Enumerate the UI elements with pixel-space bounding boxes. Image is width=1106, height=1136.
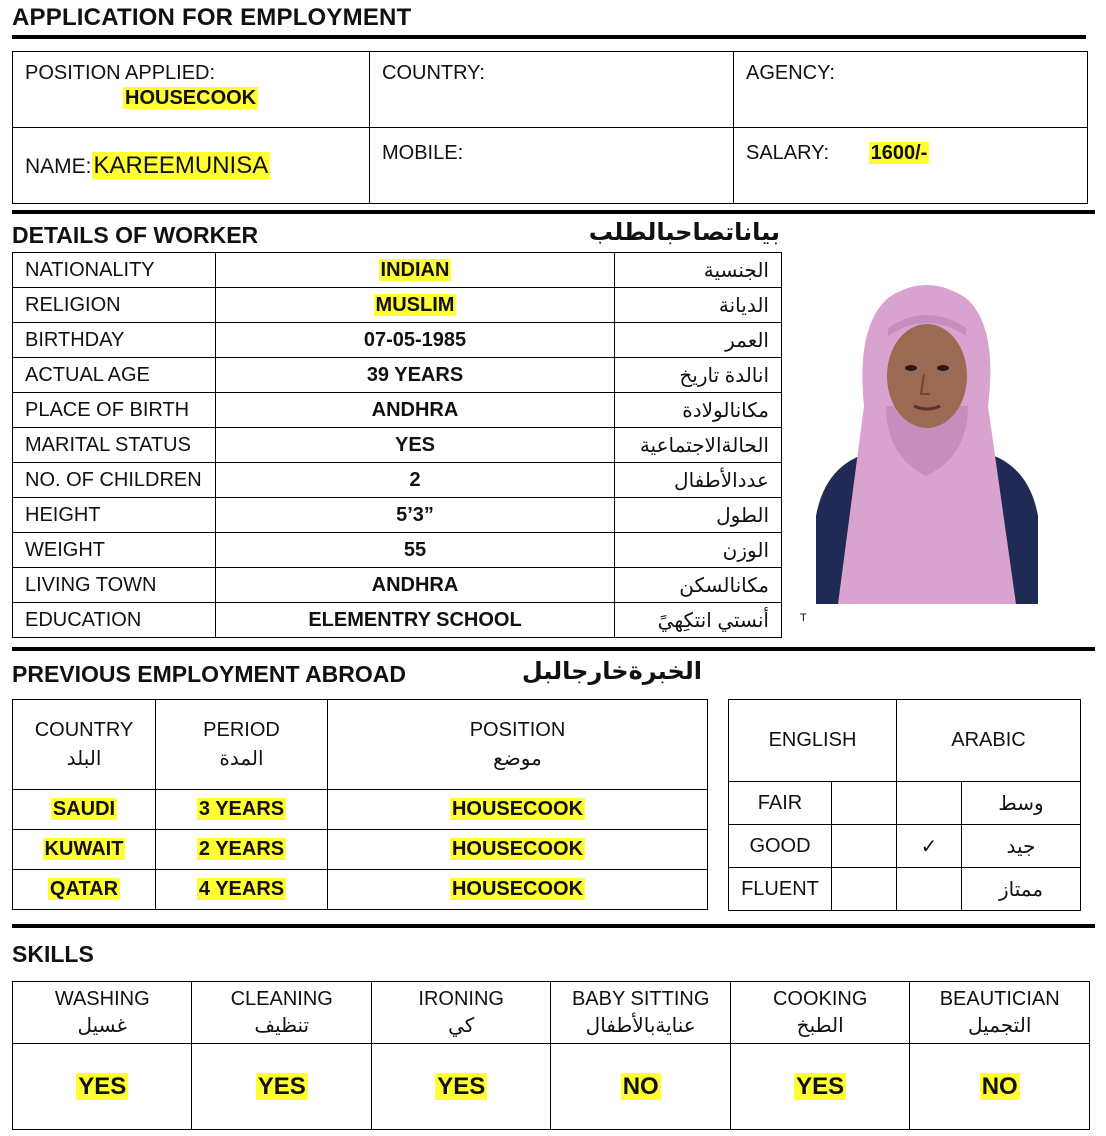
details-row: [13, 463, 782, 498]
country-cell: [370, 52, 734, 128]
language-arabic: جيد: [962, 825, 1081, 868]
employment-title-arabic: الخبرةخارجالبل: [521, 658, 702, 685]
skill-value: [192, 1044, 371, 1130]
detail-value: [216, 253, 615, 288]
skill-name-arabic: كي: [448, 1015, 475, 1037]
details-title: DETAILS OF WORKER: [12, 222, 259, 248]
skill-value-text: YES: [796, 1072, 845, 1100]
applicant-photo: [816, 266, 1038, 604]
header-period: PERIOD المدة: [156, 700, 328, 790]
detail-label: RELIGION: [13, 288, 216, 323]
country-label: COUNTRY:: [382, 62, 485, 84]
skill-name-arabic: الطبخ: [796, 1015, 844, 1037]
header-country: COUNTRY البلد: [13, 700, 156, 790]
employment-rule: [12, 924, 1095, 928]
employment-period-text: 3 YEARS: [198, 798, 285, 820]
arabic-mark: [897, 868, 962, 911]
employment-position: [328, 790, 708, 830]
detail-value: [216, 498, 615, 533]
detail-arabic: الوزن: [615, 533, 782, 568]
detail-value-text: MUSLIM: [375, 293, 455, 316]
detail-arabic: مكانالسكن: [615, 568, 782, 603]
details-table: [12, 252, 782, 638]
skill-value-text: NO: [622, 1072, 659, 1100]
details-row: [13, 358, 782, 393]
detail-label: HEIGHT: [13, 498, 216, 533]
skill-value: [371, 1044, 550, 1130]
employment-country: [13, 830, 156, 870]
employment-title: PREVIOUS EMPLOYMENT ABROAD: [12, 661, 407, 687]
detail-label: NO. OF CHILDREN: [13, 463, 216, 498]
language-table: [728, 699, 1081, 911]
detail-value-text: 5’3”: [396, 503, 434, 526]
detail-arabic: أنستي انتكِهيً: [615, 603, 782, 638]
detail-value: [216, 603, 615, 638]
detail-value-text: ANDHRA: [371, 398, 459, 421]
skill-value-text: YES: [78, 1072, 127, 1100]
header-position: POSITION موضع: [328, 700, 708, 790]
employment-country-text: SAUDI: [52, 798, 116, 820]
language-level: GOOD: [729, 825, 832, 868]
skill-name: COOKING: [772, 988, 868, 1010]
side-mark: T: [800, 612, 807, 624]
employment-country: [13, 870, 156, 910]
header-rule: [12, 210, 1095, 214]
arabic-header: ARABIC: [897, 700, 1081, 782]
language-row: [729, 825, 1081, 868]
english-header: ENGLISH: [729, 700, 897, 782]
salary-label: SALARY:: [746, 142, 830, 164]
details-row: [13, 428, 782, 463]
skills-table: [12, 981, 1090, 1130]
employment-period-text: 2 YEARS: [198, 838, 285, 860]
detail-label: ACTUAL AGE: [13, 358, 216, 393]
detail-value-text: INDIAN: [380, 258, 450, 281]
detail-value: [216, 288, 615, 323]
position-label: POSITION APPLIED:: [25, 62, 216, 84]
detail-value-text: 55: [403, 538, 427, 561]
skill-name: CLEANING: [230, 988, 333, 1010]
detail-value: [216, 533, 615, 568]
employment-row: [13, 870, 708, 910]
skill-name: BEAUTICIAN: [939, 988, 1060, 1010]
position-value: HOUSECOOK: [125, 87, 257, 109]
position-cell: [13, 52, 370, 128]
skill-value: [730, 1044, 909, 1130]
skill-name: WASHING: [54, 988, 150, 1010]
mobile-label: MOBILE:: [382, 142, 464, 164]
skill-header: [910, 982, 1090, 1044]
name-label: NAME:: [25, 154, 92, 178]
detail-arabic: العمر: [615, 323, 782, 358]
employment-period: [156, 870, 328, 910]
details-row: [13, 603, 782, 638]
detail-value-text: ANDHRA: [371, 573, 459, 596]
skill-header: [551, 982, 730, 1044]
detail-label: LIVING TOWN: [13, 568, 216, 603]
language-level: FLUENT: [729, 868, 832, 911]
agency-label: AGENCY:: [746, 62, 835, 84]
skill-header: [371, 982, 550, 1044]
portrait-icon: [816, 266, 1038, 604]
detail-arabic: الطول: [615, 498, 782, 533]
details-row: [13, 288, 782, 323]
employment-position: [328, 870, 708, 910]
skill-value: [910, 1044, 1090, 1130]
detail-arabic: الجنسية: [615, 253, 782, 288]
name-cell: [13, 128, 370, 204]
header-box: [12, 51, 1088, 204]
language-arabic: ممتاز: [962, 868, 1081, 911]
skill-value-text: YES: [437, 1072, 486, 1100]
employment-country-text: KUWAIT: [44, 838, 124, 860]
skill-header: [730, 982, 909, 1044]
skills-title: SKILLS: [12, 941, 94, 967]
detail-value-text: 07-05-1985: [363, 328, 467, 351]
detail-value-text: 2: [409, 468, 421, 491]
detail-arabic: عددالأطفال: [615, 463, 782, 498]
detail-value: [216, 393, 615, 428]
detail-value: [216, 323, 615, 358]
detail-label: NATIONALITY: [13, 253, 216, 288]
details-title-arabic: بياناتصاحبالطلب: [588, 219, 780, 246]
employment-country: [13, 790, 156, 830]
skill-name: BABY SITTING: [571, 988, 710, 1010]
detail-value: [216, 463, 615, 498]
detail-arabic: الحالةالاجتماعية: [615, 428, 782, 463]
detail-arabic: مكانالولادة: [615, 393, 782, 428]
employment-position-text: HOUSECOOK: [451, 798, 584, 820]
employment-position: [328, 830, 708, 870]
details-row: [13, 253, 782, 288]
skill-value-text: YES: [257, 1072, 306, 1100]
details-row: [13, 568, 782, 603]
skill-name-arabic: عنايةبالأطفال: [585, 1015, 696, 1037]
english-mark: [832, 825, 897, 868]
detail-label: EDUCATION: [13, 603, 216, 638]
employment-row: [13, 790, 708, 830]
details-row: [13, 498, 782, 533]
arabic-mark: [897, 782, 962, 825]
mobile-cell: [370, 128, 734, 204]
details-rule: [12, 647, 1095, 651]
english-mark: [832, 868, 897, 911]
skill-name-arabic: تنظيف: [254, 1015, 310, 1037]
language-row: [729, 782, 1081, 825]
skill-value: [551, 1044, 730, 1130]
detail-value-text: 39 YEARS: [366, 363, 464, 386]
skill-value: [13, 1044, 192, 1130]
skill-header: [192, 982, 371, 1044]
salary-cell: [734, 128, 1088, 204]
details-row: [13, 323, 782, 358]
skill-name-arabic: غسيل: [77, 1015, 127, 1037]
employment-country-text: QATAR: [49, 878, 119, 900]
name-value: KAREEMUNISA: [93, 151, 269, 179]
form-title: APPLICATION FOR EMPLOYMENT: [12, 4, 412, 31]
skill-header: [13, 982, 192, 1044]
skill-value-text: NO: [981, 1072, 1018, 1100]
employment-position-text: HOUSECOOK: [451, 838, 584, 860]
skill-name: IRONING: [418, 988, 504, 1010]
language-row: [729, 868, 1081, 911]
detail-label: BIRTHDAY: [13, 323, 216, 358]
detail-label: MARITAL STATUS: [13, 428, 216, 463]
salary-value: 1600/-: [870, 142, 928, 164]
details-row: [13, 393, 782, 428]
detail-value: [216, 358, 615, 393]
detail-label: WEIGHT: [13, 533, 216, 568]
employment-period: [156, 790, 328, 830]
employment-period-text: 4 YEARS: [198, 878, 285, 900]
employment-row: [13, 830, 708, 870]
language-arabic: وسط: [962, 782, 1081, 825]
title-rule: [12, 35, 1086, 39]
arabic-mark: ✓: [897, 825, 962, 868]
detail-value-text: YES: [394, 433, 436, 456]
skill-name-arabic: التجميل: [968, 1015, 1032, 1037]
employment-position-text: HOUSECOOK: [451, 878, 584, 900]
detail-value: [216, 568, 615, 603]
details-row: [13, 533, 782, 568]
detail-label: PLACE OF BIRTH: [13, 393, 216, 428]
employment-table: [12, 699, 708, 910]
detail-value: [216, 428, 615, 463]
detail-arabic: انالدة تاريخ: [615, 358, 782, 393]
employment-period: [156, 830, 328, 870]
english-mark: [832, 782, 897, 825]
language-level: FAIR: [729, 782, 832, 825]
agency-cell: [734, 52, 1088, 128]
detail-arabic: الديانة: [615, 288, 782, 323]
detail-value-text: ELEMENTRY SCHOOL: [308, 608, 522, 631]
